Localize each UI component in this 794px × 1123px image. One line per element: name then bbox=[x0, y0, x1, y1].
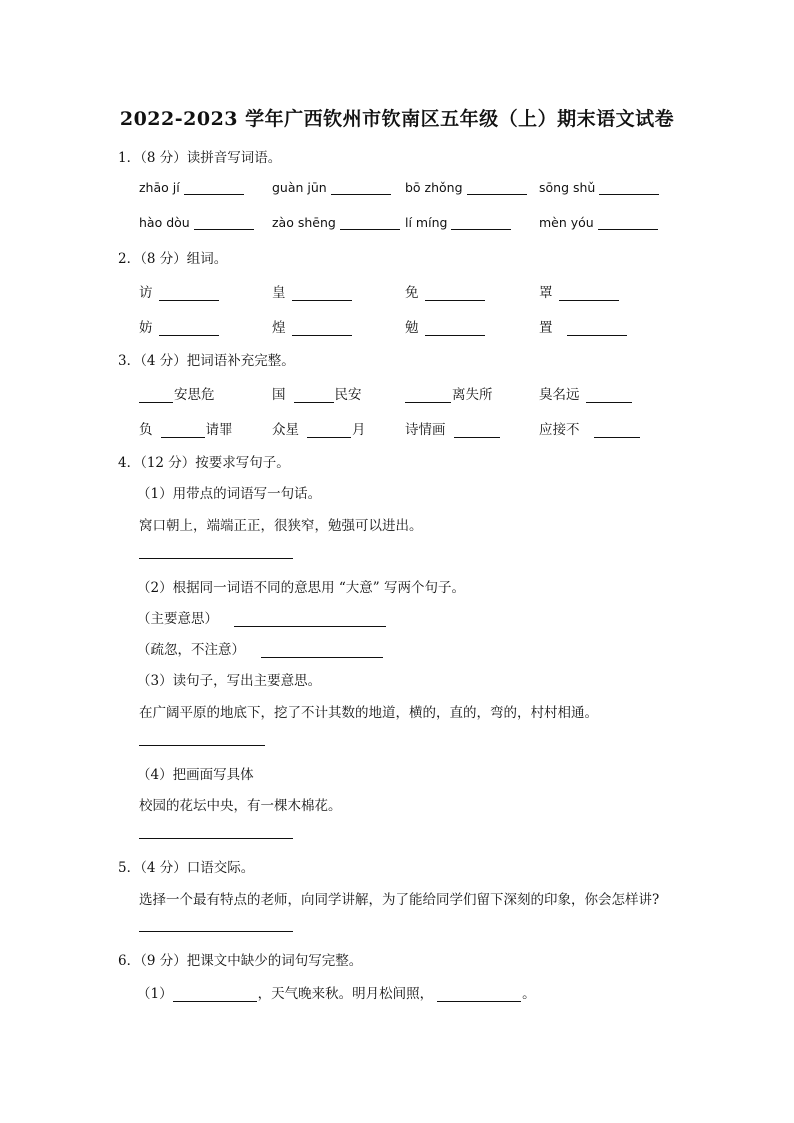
answer-line[interactable] bbox=[139, 931, 293, 932]
q6-heading: 6．（9 分）把课文中缺少的词句写完整。 bbox=[118, 953, 363, 969]
answer-blank[interactable] bbox=[292, 321, 352, 336]
answer-blank[interactable] bbox=[559, 286, 619, 301]
answer-blank[interactable] bbox=[331, 180, 391, 195]
answer-blank[interactable] bbox=[294, 388, 334, 403]
q2-heading: 2．（8 分）组词。 bbox=[118, 251, 228, 267]
answer-blank[interactable] bbox=[598, 215, 658, 230]
answer-line[interactable] bbox=[139, 558, 293, 559]
q4-sentence-3: 在广阔平原的地底下，挖了不计其数的地道，横的，直的，弯的，村村相通。 bbox=[139, 705, 598, 721]
q1-item-7: lí míng bbox=[405, 215, 511, 230]
q3-item-8: 应接不 bbox=[539, 418, 640, 438]
answer-blank[interactable] bbox=[340, 215, 400, 230]
q4-meaning-2: （疏忽，不注意） bbox=[137, 638, 383, 658]
answer-blank[interactable] bbox=[139, 388, 173, 403]
q1-item-2: guàn jūn bbox=[272, 180, 391, 195]
answer-blank[interactable] bbox=[307, 423, 351, 438]
q2-item-8: 置 bbox=[539, 316, 627, 336]
q1-item-8: mèn yóu bbox=[539, 215, 658, 230]
q3-item-2: 国 民安 bbox=[272, 387, 362, 403]
answer-blank[interactable] bbox=[234, 612, 386, 627]
q3-item-7: 诗情画 bbox=[405, 418, 500, 438]
answer-line[interactable] bbox=[139, 745, 265, 746]
q2-item-1: 访 bbox=[139, 281, 219, 301]
answer-blank[interactable] bbox=[173, 987, 257, 1002]
q2-item-7: 勉 bbox=[405, 316, 485, 336]
q4-part-3: （3）读句子，写出主要意思。 bbox=[137, 673, 322, 689]
answer-blank[interactable] bbox=[467, 180, 527, 195]
answer-blank[interactable] bbox=[451, 215, 511, 230]
q4-meaning-1: （主要意思） bbox=[137, 607, 386, 627]
answer-blank[interactable] bbox=[425, 286, 485, 301]
answer-blank[interactable] bbox=[194, 215, 254, 230]
q3-item-3: 离失所 bbox=[405, 383, 493, 403]
q4-part-1: （1）用带点的词语写一句话。 bbox=[137, 486, 322, 502]
answer-blank[interactable] bbox=[261, 643, 383, 658]
q6-line-1: （1） ，天气晚来秋。明月松间照， 。 bbox=[137, 986, 536, 1002]
exam-title: 2022-2023 学年广西钦州市钦南区五年级（上）期末语文试卷 bbox=[119, 108, 675, 130]
q4-sentence-1: 窝口朝上，端端正正，很狭窄，勉强可以进出。 bbox=[139, 518, 423, 534]
q1-item-6: zào shēng bbox=[272, 215, 400, 230]
answer-blank[interactable] bbox=[586, 388, 632, 403]
answer-line[interactable] bbox=[139, 838, 293, 839]
q3-item-6: 众星 月 bbox=[272, 422, 366, 438]
q1-item-4: sōng shǔ bbox=[539, 180, 659, 195]
q4-part-2: （2）根据同一词语不同的意思用 “大意” 写两个句子。 bbox=[137, 580, 465, 596]
q2-item-2: 皇 bbox=[272, 281, 352, 301]
q5-heading: 5．（4 分）口语交际。 bbox=[118, 860, 255, 876]
answer-blank[interactable] bbox=[161, 423, 205, 438]
answer-blank[interactable] bbox=[184, 180, 244, 195]
answer-blank[interactable] bbox=[159, 321, 219, 336]
answer-blank[interactable] bbox=[454, 423, 500, 438]
q4-part-4: （4）把画面写具体 bbox=[137, 767, 254, 783]
answer-blank[interactable] bbox=[292, 286, 352, 301]
q1-item-5: hào dòu bbox=[139, 215, 254, 230]
q4-heading: 4．（12 分）按要求写句子。 bbox=[118, 455, 290, 471]
answer-blank[interactable] bbox=[594, 423, 640, 438]
answer-blank[interactable] bbox=[599, 180, 659, 195]
q2-item-5: 妨 bbox=[139, 316, 219, 336]
q1-heading: 1．（8 分）读拼音写词语。 bbox=[118, 150, 282, 166]
answer-blank[interactable] bbox=[425, 321, 485, 336]
q5-text: 选择一个最有特点的老师，向同学讲解，为了能给同学们留下深刻的印象，你会怎样讲? bbox=[139, 892, 660, 908]
answer-blank[interactable] bbox=[159, 286, 219, 301]
q3-item-4: 臭名远 bbox=[539, 383, 632, 403]
q1-item-3: bō zhǒng bbox=[405, 180, 527, 195]
answer-blank[interactable] bbox=[437, 987, 521, 1002]
q3-heading: 3．（4 分）把词语补充完整。 bbox=[118, 353, 295, 369]
q2-item-6: 煌 bbox=[272, 316, 352, 336]
q2-item-3: 免 bbox=[405, 281, 485, 301]
answer-blank[interactable] bbox=[405, 388, 451, 403]
q2-item-4: 罩 bbox=[539, 281, 619, 301]
q4-sentence-4: 校园的花坛中央，有一棵木棉花。 bbox=[139, 798, 342, 814]
answer-blank[interactable] bbox=[567, 321, 627, 336]
q3-item-1: 安思危 bbox=[139, 383, 215, 403]
q3-item-5: 负 请罪 bbox=[139, 422, 233, 438]
q1-item-1: zhāo jí bbox=[139, 180, 244, 195]
